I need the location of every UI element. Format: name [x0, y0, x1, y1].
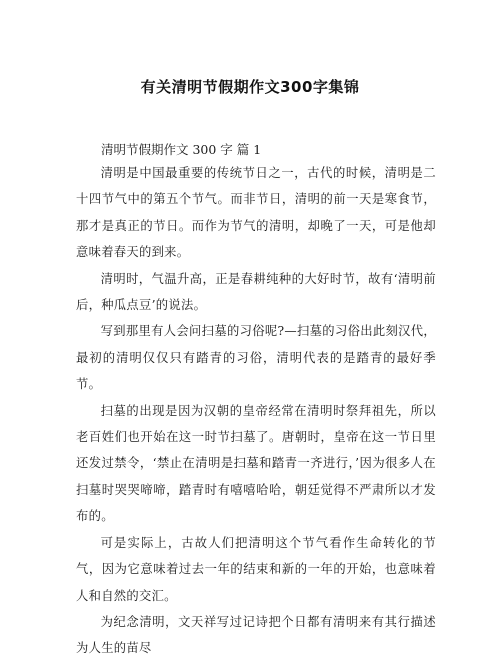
paragraph: 写到那里有人会问扫墓的习俗呢?—扫墓的习俗出此刻汉代，最初的清明仅仅只有踏青的习俗，清明代表的是踏青的最好季节。 [76, 324, 436, 392]
body-text [76, 160, 436, 662]
section-heading: 清明节假期作文 300 字 篇 1 [101, 142, 262, 157]
paragraph: 扫墓的出现是因为汉朝的皇帝经常在清明时祭拜祖先，所以老百姓们也开始在这一时节扫墓了。唐朝时，皇帝在这一节日里还发过禁令，‘禁止在清明是扫墓和踏青一齐进行，’因为很多人在扫墓时哭哭啼啼，踏青时有嘻嘻哈哈，朝廷觉得不严肃所以才发布的。 [76, 403, 436, 524]
document-title: 有关清明节假期作文300字集锦 [140, 78, 360, 96]
paragraph: 清明时，气温升高，正是春耕纯种的大好时节，故有‘清明前后，种瓜点豆’的说法。 [76, 271, 436, 313]
paragraph: 为纪念清明，文天祥写过记诗把个日都有清明来有其行描述为人生的苗尽 [76, 614, 436, 656]
paragraph: 清明是中国最重要的传统节日之一，古代的时候，清明是二十四节气中的第五个节气。而非节日，清明的前一天是寒食节，那才是真正的节日。而作为节气的清明，却晚了一天，可是他却意味着春天的到来。 [76, 166, 436, 260]
paragraph: 可是实际上，古故人们把清明这个节气看作生命转化的节气，因为它意味着过去一年的结束和新的一年的开始，也意味着人和自然的交汇。 [76, 535, 436, 603]
